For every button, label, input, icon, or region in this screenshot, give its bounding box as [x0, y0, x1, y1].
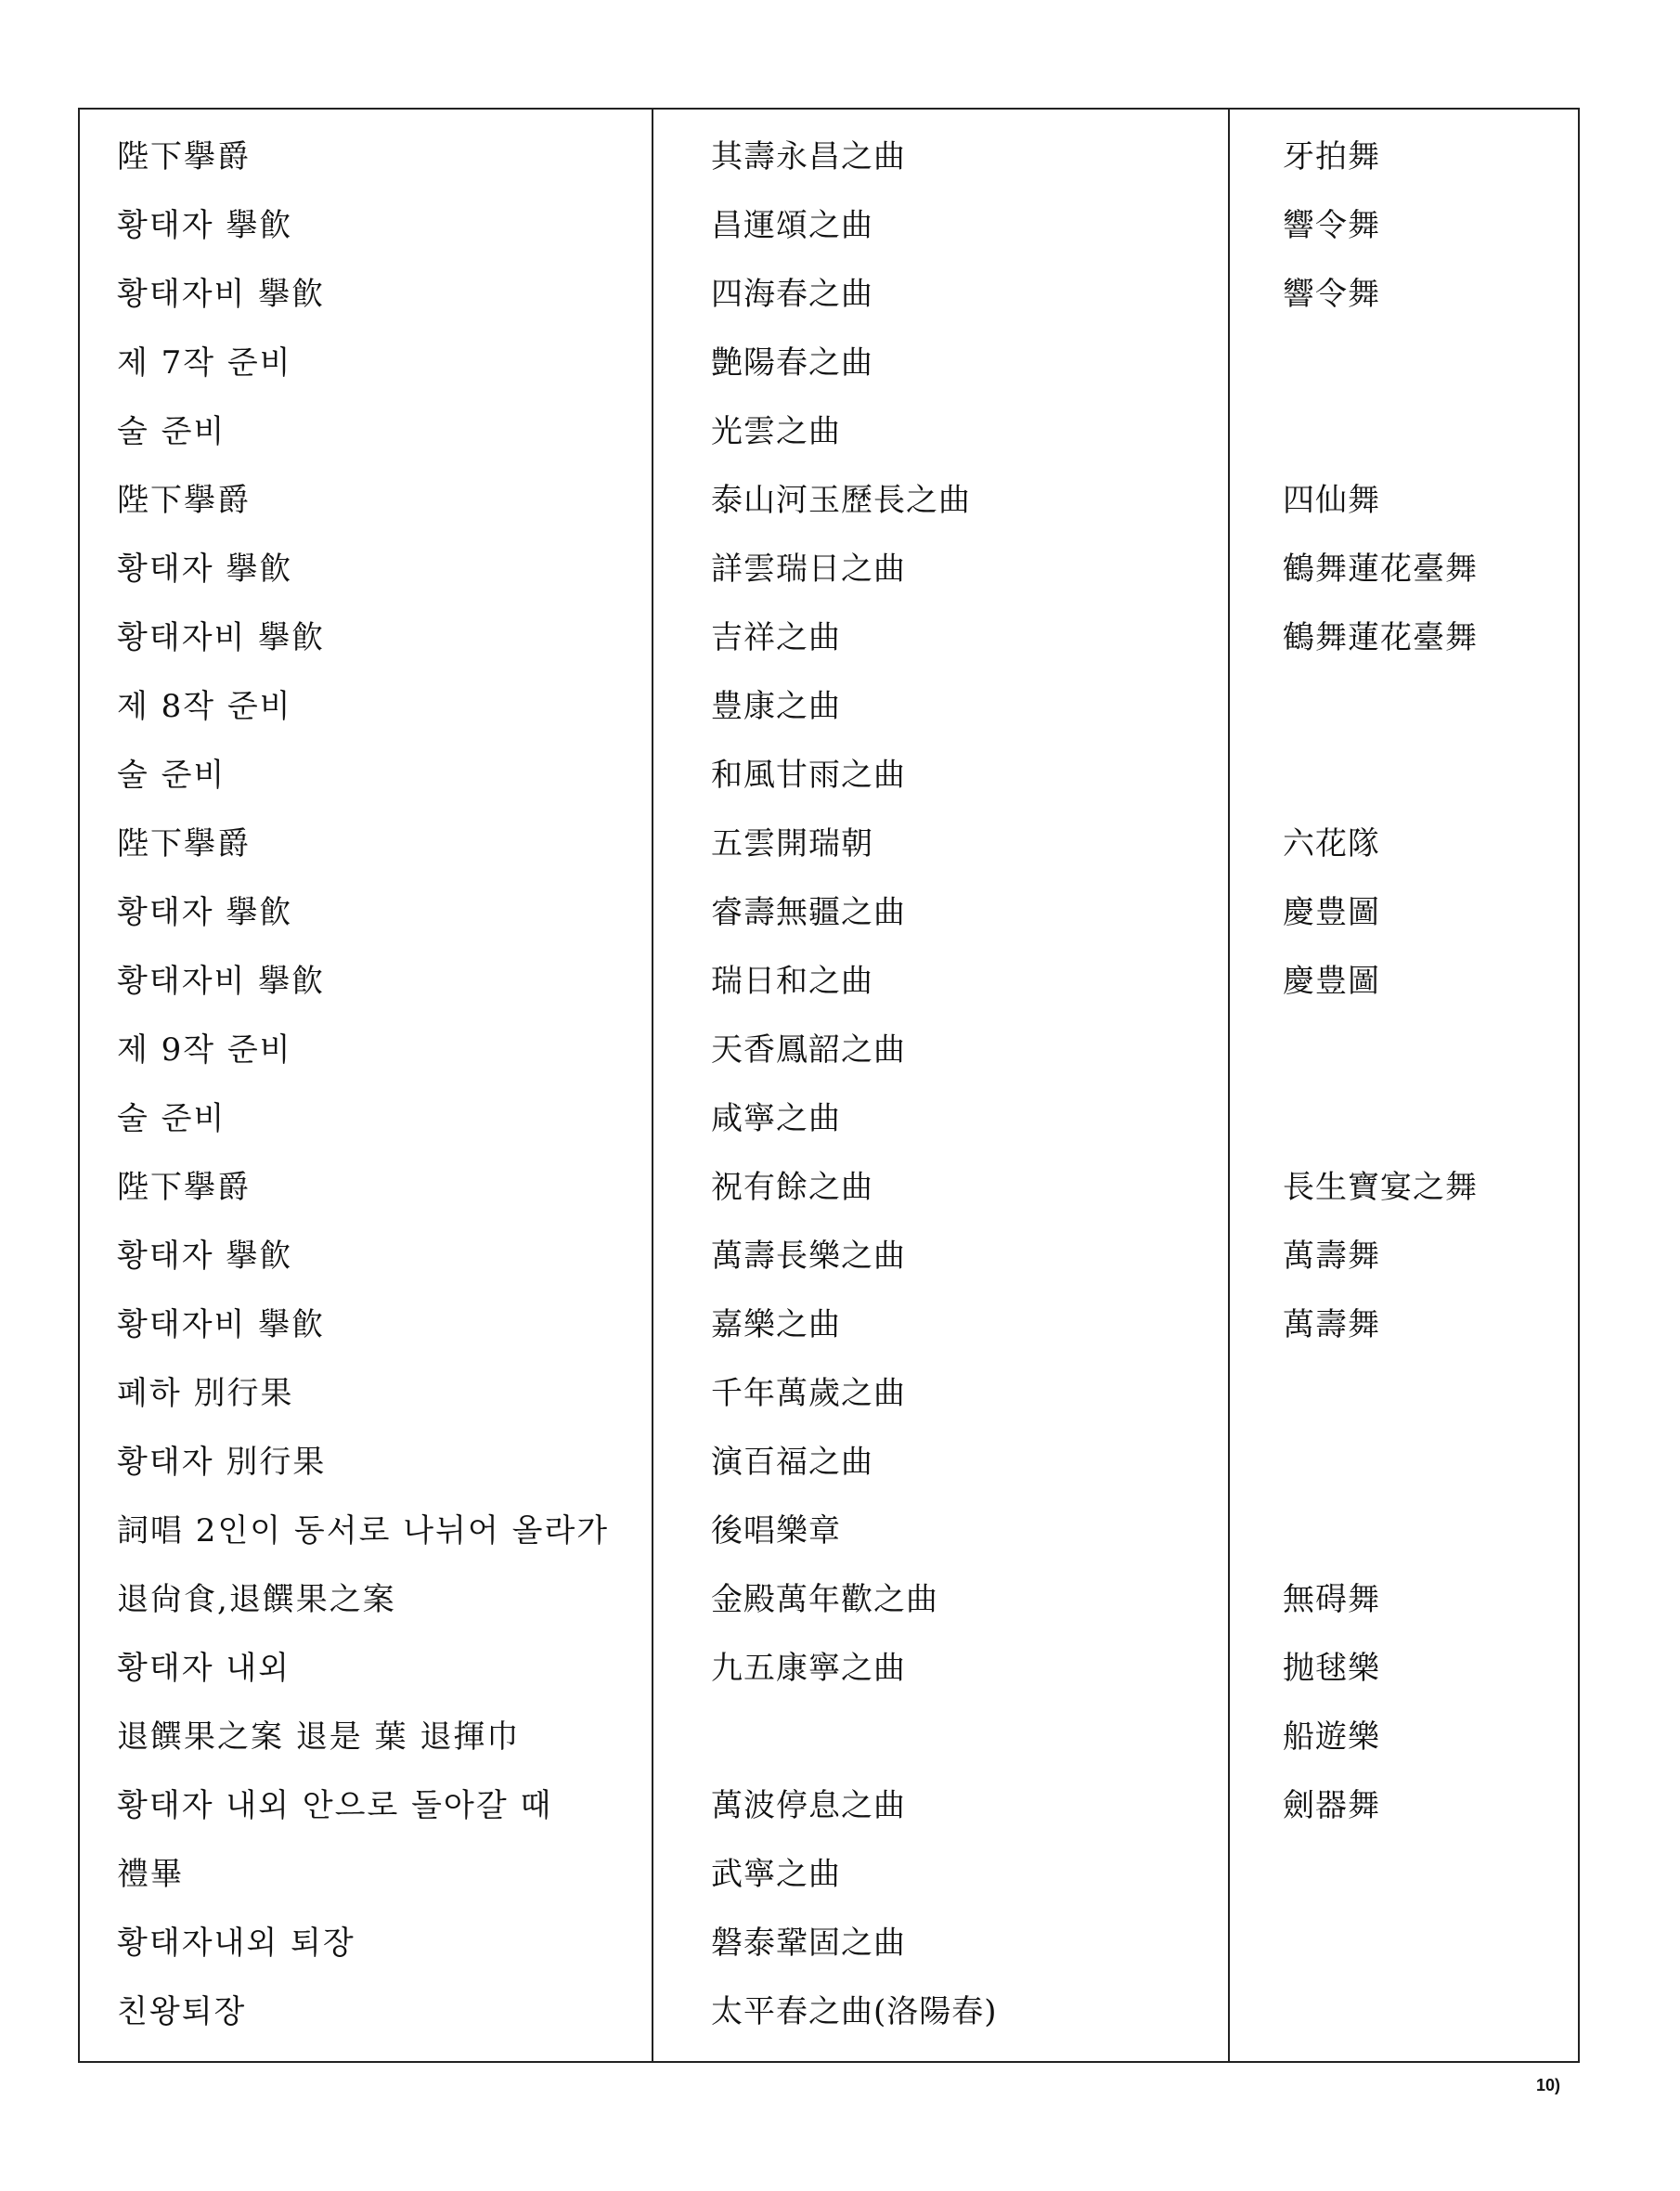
ceremony-step-cell: 황태자 擧飮: [117, 551, 293, 588]
dance-cell: [1283, 672, 1570, 741]
dance-cell: [1283, 741, 1570, 810]
dance-cell: [1283, 397, 1570, 466]
music-piece-cell: 昌運頌之曲: [711, 207, 873, 244]
dance-cell: [1283, 1840, 1570, 1909]
dance-cell: 無碍舞: [1283, 1581, 1380, 1618]
ceremony-step-cell: 제 8작 준비: [117, 688, 292, 725]
ceremony-step-cell: 술 준비: [117, 757, 226, 794]
ceremony-step-cell: 폐하 別行果: [117, 1375, 294, 1412]
ceremony-step-cell: 禮畢: [117, 1856, 184, 1893]
dance-cell: 慶豊圖: [1283, 894, 1380, 931]
dance-cell: [1283, 329, 1570, 397]
music-piece-cell: 咸寧之曲: [711, 1100, 841, 1137]
dance-cell: 鶴舞蓮花臺舞: [1283, 551, 1478, 588]
music-piece-cell: 艶陽春之曲: [711, 344, 873, 382]
ceremony-step-cell: 陛下擧爵: [117, 138, 251, 175]
ceremony-step-cell: 황태자비 擧飮: [117, 619, 326, 656]
dance-cell: 萬壽舞: [1283, 1238, 1380, 1275]
music-piece-cell: 其壽永昌之曲: [711, 138, 906, 175]
dance-cell: 慶豊圖: [1283, 963, 1380, 1000]
footnote-marker: 10): [1536, 2076, 1561, 2094]
music-piece-cell: 磐泰鞏固之曲: [711, 1925, 906, 1962]
ceremony-step-cell: 술 준비: [117, 413, 226, 450]
dance-cell: [1283, 1497, 1570, 1565]
ceremony-step-cell: 退饌果之案 退是 葉 退揮巾: [117, 1718, 521, 1756]
ceremony-step-cell: 황태자비 擧飮: [117, 963, 326, 1000]
ceremony-step-cell: 황태자 내외 안으로 돌아갈 때: [117, 1787, 553, 1824]
column-divider: [1228, 110, 1230, 2061]
dance-cell: 響令舞: [1283, 207, 1380, 244]
column-divider: [652, 110, 653, 2061]
ceremony-step-cell: 陛下擧爵: [117, 482, 251, 519]
ceremony-step-cell: 술 준비: [117, 1100, 226, 1137]
program-table: [78, 108, 1580, 2063]
ceremony-step-cell: 황태자비 擧飮: [117, 276, 326, 313]
dance-cell: 牙拍舞: [1283, 138, 1380, 175]
dance-cell: 長生寶宴之舞: [1283, 1169, 1478, 1206]
ceremony-step-cell: 황태자 別行果: [117, 1444, 327, 1481]
music-piece-cell: 後唱樂章: [711, 1512, 841, 1549]
ceremony-step-cell: 황태자 擧飮: [117, 894, 293, 931]
dance-cell: [1283, 1428, 1570, 1497]
music-piece-cell: 吉祥之曲: [711, 619, 841, 656]
dance-cell: 船遊樂: [1283, 1718, 1380, 1756]
ceremony-step-cell: 친왕퇴장: [117, 1993, 247, 2030]
music-piece-cell: 和風甘雨之曲: [711, 757, 906, 794]
music-piece-cell: 千年萬歲之曲: [711, 1375, 906, 1412]
music-piece-cell: 天香鳳韶之曲: [711, 1031, 906, 1069]
dance-column: [1283, 123, 1570, 2046]
ceremony-step-cell: 退尙食,退饌果之案: [117, 1581, 396, 1618]
dance-cell: [1283, 1359, 1570, 1428]
music-piece-cell: 太平春之曲(洛陽春): [711, 1993, 998, 2030]
music-piece-column: [711, 123, 1221, 2046]
music-piece-cell: 五雲開瑞朝: [711, 825, 873, 862]
music-piece-cell: 光雲之曲: [711, 413, 841, 450]
music-piece-cell: 萬壽長樂之曲: [711, 1238, 906, 1275]
dance-cell: [1283, 1084, 1570, 1153]
dance-cell: 四仙舞: [1283, 482, 1380, 519]
dance-cell: [1283, 1016, 1570, 1084]
dance-cell: [1283, 1977, 1570, 2046]
ceremony-step-cell: 제 9작 준비: [117, 1031, 292, 1069]
music-piece-cell: [711, 1703, 1221, 1771]
ceremony-step-cell: 황태자 擧飮: [117, 1238, 293, 1275]
music-piece-cell: 豊康之曲: [711, 688, 841, 725]
music-piece-cell: 九五康寧之曲: [711, 1650, 906, 1687]
dance-cell: 響令舞: [1283, 276, 1380, 313]
dance-cell: 劍器舞: [1283, 1787, 1380, 1824]
music-piece-cell: 四海春之曲: [711, 276, 873, 313]
music-piece-cell: 演百福之曲: [711, 1444, 873, 1481]
ceremony-step-cell: 황태자 擧飮: [117, 207, 293, 244]
ceremony-step-cell: 陛下擧爵: [117, 1169, 251, 1206]
ceremony-step-cell: 陛下擧爵: [117, 825, 251, 862]
dance-cell: [1283, 1909, 1570, 1977]
ceremony-step-cell: 황태자 내외: [117, 1650, 291, 1687]
music-piece-cell: 金殿萬年歡之曲: [711, 1581, 938, 1618]
dance-cell: 萬壽舞: [1283, 1306, 1380, 1343]
dance-cell: 抛毬樂: [1283, 1650, 1380, 1687]
music-piece-cell: 武寧之曲: [711, 1856, 841, 1893]
ceremony-step-cell: 제 7작 준비: [117, 344, 292, 382]
ceremony-step-cell: 詞唱 2인이 동서로 나뉘어 올라가: [117, 1512, 610, 1549]
music-piece-cell: 睿壽無疆之曲: [711, 894, 906, 931]
dance-cell: 鶴舞蓮花臺舞: [1283, 619, 1478, 656]
music-piece-cell: 詳雲瑞日之曲: [711, 551, 906, 588]
ceremony-step-column: [117, 123, 646, 2046]
dance-cell: 六花隊: [1283, 825, 1380, 862]
music-piece-cell: 瑞日和之曲: [711, 963, 873, 1000]
music-piece-cell: 萬波停息之曲: [711, 1787, 906, 1824]
music-piece-cell: 嘉樂之曲: [711, 1306, 841, 1343]
music-piece-cell: 祝有餘之曲: [711, 1169, 873, 1206]
music-piece-cell: 泰山河玉歷長之曲: [711, 482, 971, 519]
ceremony-step-cell: 황태자내외 퇴장: [117, 1925, 355, 1962]
ceremony-step-cell: 황태자비 擧飮: [117, 1306, 326, 1343]
